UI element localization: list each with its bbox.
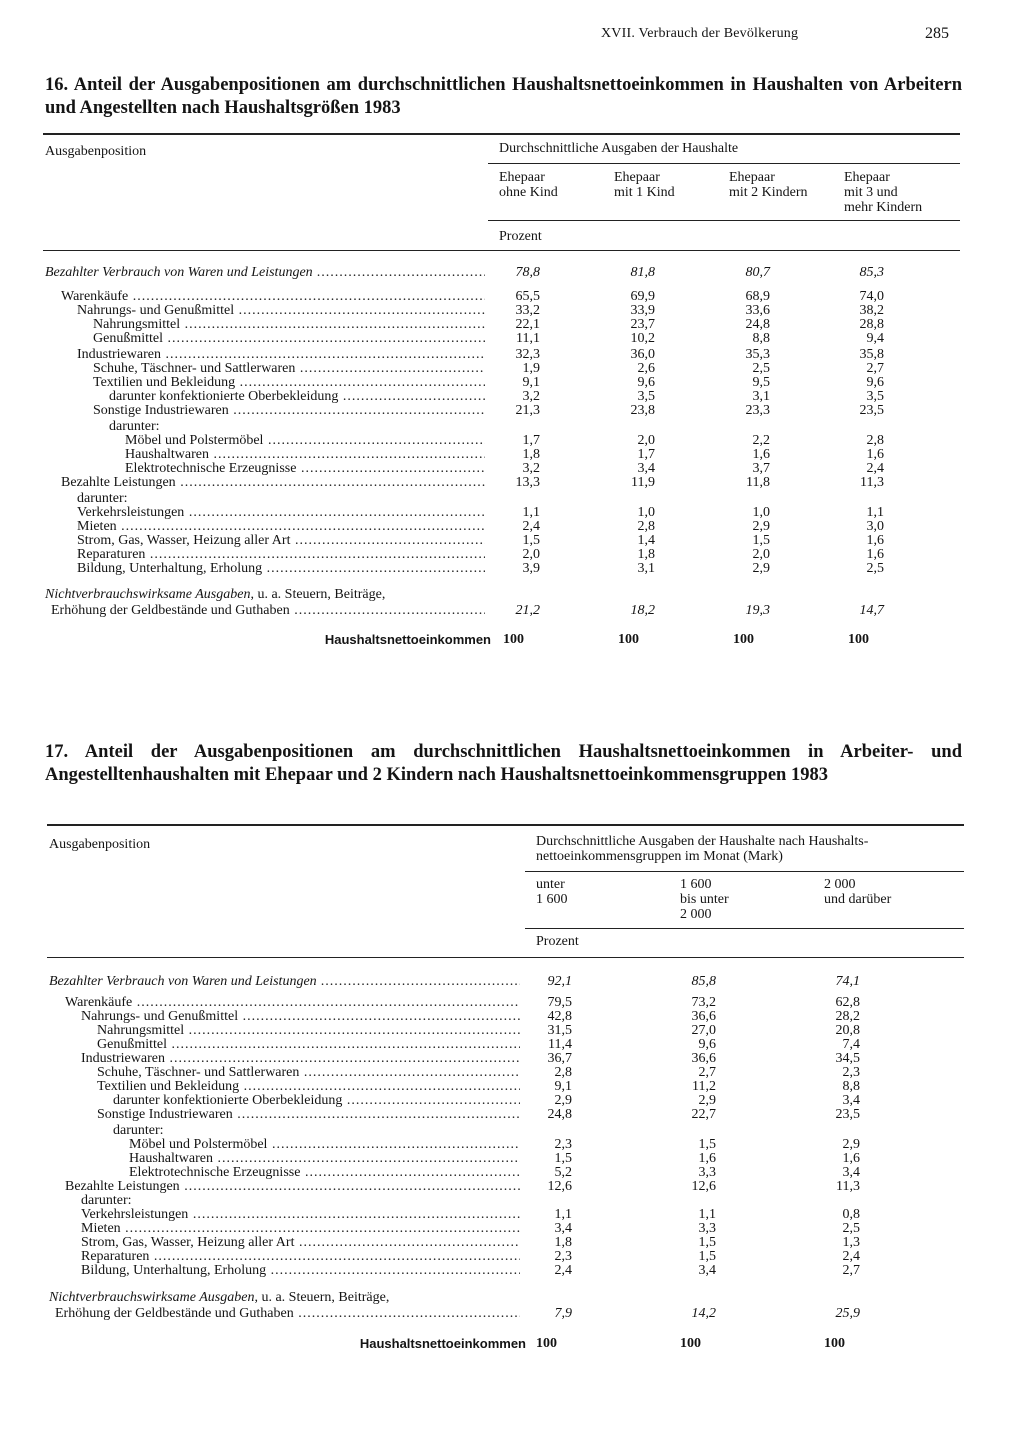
table-row [97,1024,520,1038]
table16-head-rule [43,250,960,251]
table-cell: 11,1 [516,331,540,346]
table-cell: 2,5 [866,561,884,576]
table-cell: 9,6 [637,375,655,390]
table17-title: 17. Anteil der Ausgabenpositionen am durchschnittlichen Haushaltsnettoeinkommen in Arbeiter- und Angestelltenhaushalten mit Ehepaar und 2 Kindern nach Haushaltsnettoeinkommensgruppen 1983 [45,742,962,785]
table-cell: 3,2 [522,461,540,476]
table-cell: 19,3 [745,603,770,618]
table-cell: 3,3 [698,1221,716,1236]
table-cell: 2,9 [752,519,770,534]
row-label: Sonstige Industriewaren ..... [97,1108,520,1122]
table-row [97,1038,520,1052]
table-cell: 3,9 [522,561,540,576]
total-cell: 100 [536,1336,557,1351]
table-row [65,996,520,1010]
table-row [129,1166,520,1180]
table-cell: 1,7 [637,447,655,462]
total-cell: 100 [824,1336,845,1351]
table-cell: 1,0 [637,505,655,520]
row-label: Erhöhung der Geldbestände und Guthaben ..... [55,1307,520,1321]
row-label: Schuhe, Täschner- und Sattlerwaren ..... [97,1066,520,1080]
table-row [77,534,485,548]
table-cell: 3,4 [842,1165,860,1180]
table-cell: 2,4 [866,461,884,476]
table-row [77,348,485,362]
table17-col-3: 2 000 und darüber [824,877,892,907]
table-cell: 18,2 [630,603,655,618]
table-cell: 8,8 [842,1079,860,1094]
table-cell: 3,4 [698,1263,716,1278]
table-cell: 33,2 [515,303,540,318]
table-row [77,506,485,520]
table-cell: 33,6 [745,303,770,318]
table-cell: 2,8 [637,519,655,534]
table-row [113,1094,520,1108]
table-cell: 9,6 [866,375,884,390]
table-row [125,448,485,462]
table-cell: 14,2 [691,1306,716,1321]
table-cell: 3,1 [637,561,655,576]
row-label: Warenkäufe ..... [65,996,520,1010]
table-cell: 2,0 [637,433,655,448]
table-row [81,1052,520,1066]
table17-col-1: unter 1 600 [536,877,568,907]
table-cell: 1,6 [698,1151,716,1166]
table16-group-rule [488,163,960,164]
table-row [93,404,485,418]
row-label: Strom, Gas, Wasser, Heizung aller Art ..... [77,534,485,548]
table-cell: 1,5 [698,1137,716,1152]
row-label: Industriewaren ..... [77,348,485,362]
table-cell: 2,4 [522,519,540,534]
table16-unit: Prozent [499,229,542,244]
table-cell: 1,8 [637,547,655,562]
page-number: 285 [925,25,949,42]
row-label: darunter: [77,492,128,506]
table-row [77,492,485,506]
table-row [93,318,485,332]
row-label: Bezahlter Verbrauch von Waren und Leistungen ..... [45,266,485,280]
row-label: Bezahlter Verbrauch von Waren und Leistungen ..... [49,975,520,989]
table-cell: 3,7 [752,461,770,476]
running-header: XVII. Verbrauch der Bevölkerung [601,26,799,41]
table-row [81,1222,520,1236]
row-label-rest: , u. a. Steuern, Beiträge, [250,587,386,602]
table-cell: 2,8 [866,433,884,448]
table-row [81,1250,520,1264]
table-row [97,1080,520,1094]
table-cell: 2,6 [637,361,655,376]
table-cell: 9,1 [522,375,540,390]
table-row [45,266,485,280]
table-cell: 24,8 [745,317,770,332]
table-cell: 11,3 [836,1179,860,1194]
table-cell: 9,1 [554,1079,572,1094]
table-cell: 2,2 [752,433,770,448]
row-label: Möbel und Polstermöbel ..... [125,434,485,448]
table-cell: 9,6 [698,1037,716,1052]
table-cell: 23,5 [859,403,884,418]
table16-col-rule [488,220,960,221]
table-row [77,304,485,318]
table-cell: 2,7 [698,1065,716,1080]
table-cell: 36,0 [630,347,655,362]
table-cell: 65,5 [515,289,540,304]
table-cell: 1,1 [522,505,540,520]
total-cell: 100 [680,1336,701,1351]
row-label: Genußmittel ..... [93,332,485,346]
table-cell: 23,8 [630,403,655,418]
table-cell: 32,3 [515,347,540,362]
table-cell: 79,5 [547,995,572,1010]
table-row [61,290,485,304]
table-cell: 1,6 [866,547,884,562]
table-cell: 1,1 [866,505,884,520]
table-cell: 2,4 [554,1263,572,1278]
table-row [129,1138,520,1152]
table-cell: 2,0 [752,547,770,562]
table-cell: 1,8 [554,1235,572,1250]
table-cell: 24,8 [547,1107,572,1122]
table-cell: 1,6 [866,533,884,548]
table-cell: 31,5 [547,1023,572,1038]
table-cell: 10,2 [630,331,655,346]
table-cell: 2,0 [522,547,540,562]
row-label-line1 [49,1291,389,1305]
table-cell: 2,8 [554,1065,572,1080]
row-label: Elektrotechnische Erzeugnisse ..... [129,1166,520,1180]
table-cell: 1,5 [554,1151,572,1166]
table-cell: 1,5 [522,533,540,548]
table-cell: 11,2 [692,1079,716,1094]
table-cell: 1,6 [842,1151,860,1166]
table-cell: 80,7 [745,265,770,280]
table-cell: 2,3 [554,1137,572,1152]
table-row [81,1236,520,1250]
table-cell: 20,8 [835,1023,860,1038]
table-cell: 22,1 [515,317,540,332]
table-cell: 42,8 [547,1009,572,1024]
table-cell: 81,8 [630,265,655,280]
table16-row-header: Ausgabenposition [45,144,147,159]
table-cell: 1,5 [698,1235,716,1250]
table-cell: 3,5 [866,389,884,404]
row-label: darunter: [81,1194,132,1208]
table-cell: 0,8 [842,1207,860,1222]
table-row [109,420,485,434]
table-row [113,1124,520,1138]
row-label: Reparaturen ..... [77,548,485,562]
row-label-line1 [45,588,385,602]
total-cell: 100 [848,632,869,647]
table-cell: 2,9 [698,1093,716,1108]
row-label: Industriewaren ..... [81,1052,520,1066]
table17-top-rule [47,824,964,826]
table-cell: 2,3 [842,1065,860,1080]
table-row [93,362,485,376]
table-row [77,520,485,534]
table17-group-header: Durchschnittliche Ausgaben der Haushalte nach Haushalts- nettoeinkommensgruppen im Monat (Mark) [536,834,869,864]
table-cell: 35,8 [859,347,884,362]
row-label: Haushaltwaren ..... [125,448,485,462]
table-cell: 74,0 [859,289,884,304]
row-label: Warenkäufe ..... [61,290,485,304]
table-cell: 5,2 [554,1165,572,1180]
table-cell: 1,9 [522,361,540,376]
table-cell: 38,2 [859,303,884,318]
table-cell: 3,5 [637,389,655,404]
row-label-rest: , u. a. Steuern, Beiträge, [254,1290,390,1305]
table-cell: 3,4 [842,1093,860,1108]
table-cell: 3,0 [866,519,884,534]
table-row [51,604,485,618]
table-cell: 2,9 [842,1137,860,1152]
table-cell: 92,1 [547,974,572,989]
row-label: Elektrotechnische Erzeugnisse ..... [125,462,485,476]
table-cell: 7,9 [554,1306,572,1321]
table-cell: 23,3 [745,403,770,418]
row-label: Bezahlte Leistungen ..... [65,1180,520,1194]
row-label: darunter: [113,1124,164,1138]
row-label: Bildung, Unterhaltung, Erholung ..... [81,1264,520,1278]
table-cell: 12,6 [547,1179,572,1194]
row-label: Mieten ..... [81,1222,520,1236]
table-cell: 11,4 [548,1037,572,1052]
row-label: Bildung, Unterhaltung, Erholung ..... [77,562,485,576]
table-cell: 9,5 [752,375,770,390]
table17-col-2: 1 600 bis unter 2 000 [680,877,729,922]
table-row [129,1152,520,1166]
table17-head-rule [47,957,964,958]
row-label: Nahrungs- und Genußmittel ..... [81,1010,520,1024]
table-cell: 2,9 [554,1093,572,1108]
total-cell: 100 [618,632,639,647]
table-cell: 21,3 [515,403,540,418]
row-label: Textilien und Bekleidung ..... [97,1080,520,1094]
table17-group-rule [525,871,964,872]
row-label: Haushaltwaren ..... [129,1152,520,1166]
table16-col-3: Ehepaar mit 2 Kindern [729,170,808,200]
table-cell: 1,4 [637,533,655,548]
table-cell: 2,5 [842,1221,860,1236]
table-cell: 35,3 [745,347,770,362]
table-cell: 8,8 [752,331,770,346]
table-cell: 3,4 [637,461,655,476]
table-cell: 1,3 [842,1235,860,1250]
total-cell: 100 [503,632,524,647]
row-label-italic: Nichtverbrauchswirksame Ausgaben [49,1290,255,1305]
table-cell: 27,0 [691,1023,716,1038]
table-cell: 28,2 [835,1009,860,1024]
table-cell: 23,7 [630,317,655,332]
table-cell: 1,8 [522,447,540,462]
table-cell: 3,3 [698,1165,716,1180]
table-cell: 11,3 [860,475,884,490]
table-cell: 36,6 [691,1009,716,1024]
row-label: Strom, Gas, Wasser, Heizung aller Art ..... [81,1236,520,1250]
table-row [93,332,485,346]
table-cell: 1,7 [522,433,540,448]
table17-col-rule [525,928,964,929]
row-label-italic: Nichtverbrauchswirksame Ausgaben [45,587,251,602]
table-cell: 85,8 [691,974,716,989]
row-label: Reparaturen ..... [81,1250,520,1264]
table-row [93,376,485,390]
table-cell: 34,5 [835,1051,860,1066]
table-cell: 13,3 [515,475,540,490]
table-row [55,1307,520,1321]
table-cell: 1,6 [866,447,884,462]
row-label: Erhöhung der Geldbestände und Guthaben ..... [51,604,485,618]
total-label: Haushaltsnettoeinkommen [359,1336,526,1351]
table16-title: 16. Anteil der Ausgabenpositionen am durchschnittlichen Haushaltsnettoeinkommen in Haushalten von Arbeitern und Angestellten nach Haushaltsgrößen 1983 [45,75,962,118]
table-row [65,1180,520,1194]
row-label: Textilien und Bekleidung ..... [93,376,485,390]
table-row [61,476,485,490]
table-cell: 1,1 [554,1207,572,1222]
table-row [81,1194,520,1208]
table-cell: 1,0 [752,505,770,520]
table-cell: 11,8 [746,475,770,490]
table-row [109,390,485,404]
table-cell: 2,3 [554,1249,572,1264]
table-row [81,1010,520,1024]
table-cell: 2,4 [842,1249,860,1264]
table-cell: 11,9 [631,475,655,490]
table-row [125,434,485,448]
table-cell: 69,9 [630,289,655,304]
row-label: Verkehrsleistungen ..... [77,506,485,520]
total-label: Haushaltsnettoeinkommen [324,632,491,647]
table-row [77,548,485,562]
table-cell: 22,7 [691,1107,716,1122]
table-cell: 25,9 [835,1306,860,1321]
table-cell: 21,2 [515,603,540,618]
table-cell: 2,9 [752,561,770,576]
table-row [77,562,485,576]
table17-row-header: Ausgabenposition [49,837,151,852]
row-label: Bezahlte Leistungen ..... [61,476,485,490]
table-cell: 3,4 [554,1221,572,1236]
table-cell: 1,5 [752,533,770,548]
table-cell: 1,5 [698,1249,716,1264]
table16-col-4: Ehepaar mit 3 und mehr Kindern [844,170,923,215]
table-cell: 1,1 [698,1207,716,1222]
table-cell: 12,6 [691,1179,716,1194]
table-cell: 2,7 [842,1263,860,1278]
table-cell: 3,1 [752,389,770,404]
table-cell: 7,4 [842,1037,860,1052]
table-cell: 62,8 [835,995,860,1010]
table16-col-2: Ehepaar mit 1 Kind [614,170,675,200]
row-label: Schuhe, Täschner- und Sattlerwaren ..... [93,362,485,376]
row-label: Nahrungs- und Genußmittel ..... [77,304,485,318]
table-row [125,462,485,476]
table-cell: 78,8 [515,265,540,280]
table-cell: 73,2 [691,995,716,1010]
row-label: darunter: [109,420,160,434]
table-cell: 36,6 [691,1051,716,1066]
table-cell: 2,5 [752,361,770,376]
table-row [97,1066,520,1080]
table16-top-rule [43,133,960,135]
table-cell: 23,5 [835,1107,860,1122]
row-label: Genußmittel ..... [97,1038,520,1052]
table-cell: 28,8 [859,317,884,332]
table-cell: 33,9 [630,303,655,318]
table-cell: 9,4 [866,331,884,346]
total-cell: 100 [733,632,754,647]
row-label: Nahrungsmittel ..... [93,318,485,332]
table-cell: 3,2 [522,389,540,404]
table-row [97,1108,520,1122]
table-row [81,1208,520,1222]
table-cell: 74,1 [835,974,860,989]
table-cell: 36,7 [547,1051,572,1066]
row-label: Verkehrsleistungen ..... [81,1208,520,1222]
row-label: darunter konfektionierte Oberbekleidung ..... [109,390,485,404]
table-cell: 1,6 [752,447,770,462]
row-label: Sonstige Industriewaren ..... [93,404,485,418]
row-label: Nahrungsmittel ..... [97,1024,520,1038]
table16-col-1: Ehepaar ohne Kind [499,170,558,200]
table17-unit: Prozent [536,934,579,949]
table-row [49,975,520,989]
table-cell: 2,7 [866,361,884,376]
row-label: Mieten ..... [77,520,485,534]
row-label: Möbel und Polstermöbel ..... [129,1138,520,1152]
table-cell: 68,9 [745,289,770,304]
table-row [81,1264,520,1278]
table16-group-header: Durchschnittliche Ausgaben der Haushalte [499,141,739,156]
table-cell: 14,7 [859,603,884,618]
table-cell: 85,3 [859,265,884,280]
row-label: darunter konfektionierte Oberbekleidung ..... [113,1094,520,1108]
